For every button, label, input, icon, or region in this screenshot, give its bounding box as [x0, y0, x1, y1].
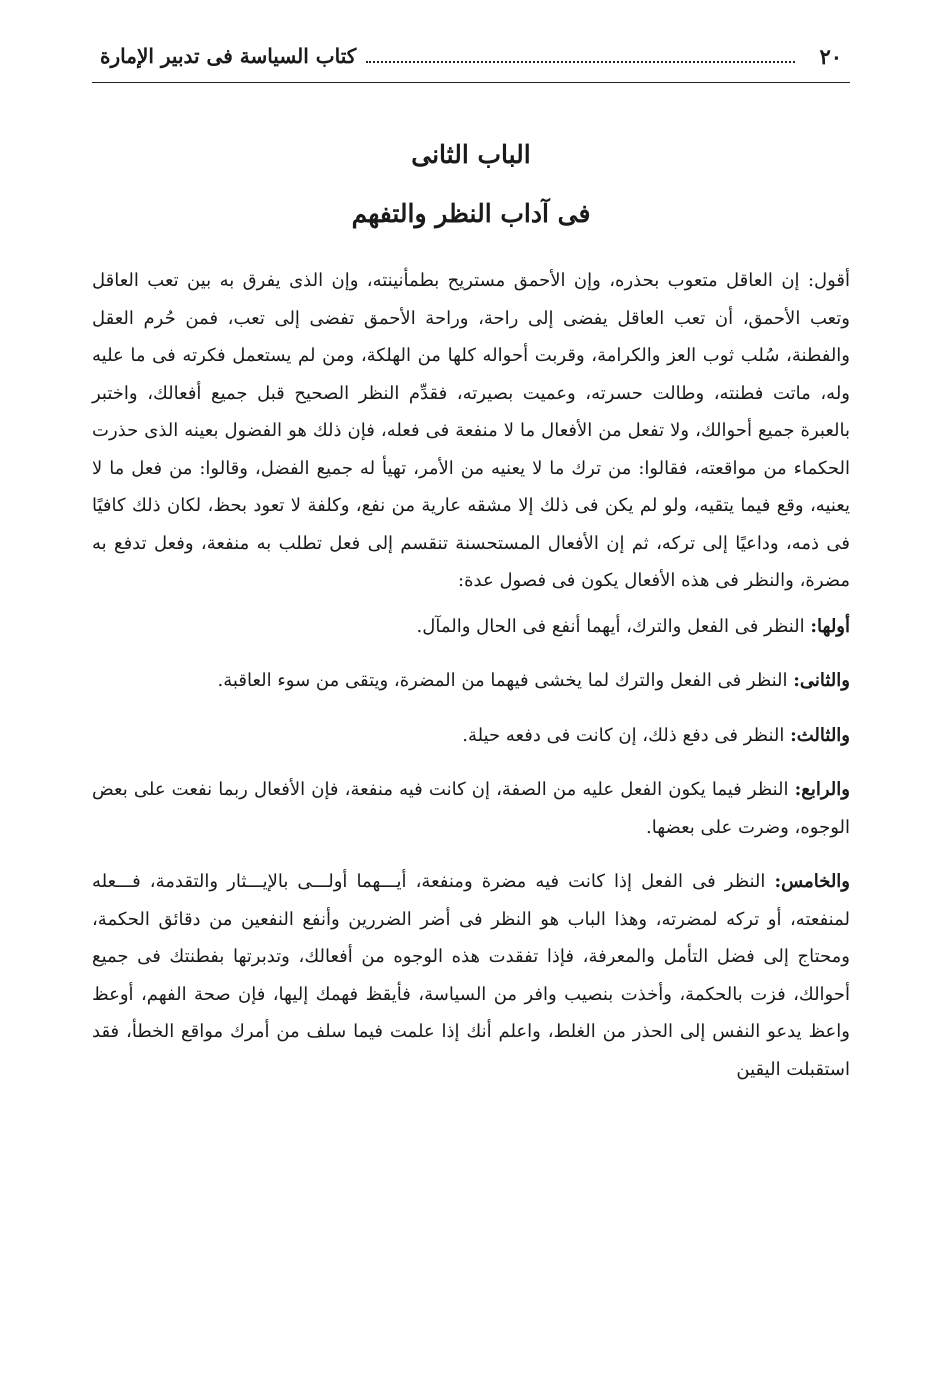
- point-lead: والثالث:: [790, 724, 850, 746]
- point-text: النظر فى الفعل والترك، أيهما أنفع فى الحال والمآل.: [416, 615, 811, 637]
- body-text: [92, 262, 850, 1088]
- header-rule: [92, 82, 850, 83]
- point-lead: والرابع:: [794, 779, 850, 800]
- book-title: كتاب السياسة فى تدبير الإمارة: [100, 44, 357, 68]
- chapter-subtitle: فى آداب النظر والتفهم: [351, 199, 591, 228]
- point-lead: والخامس:: [774, 871, 850, 892]
- point-text: النظر فى الفعل والترك لما يخشى فيهما من المضرة، ويتقى من سوء العاقبة.: [217, 670, 794, 691]
- point-first: [92, 608, 850, 646]
- page-number: ٢٠: [819, 43, 842, 69]
- point-second: [92, 662, 850, 700]
- point-lead: والثانى:: [793, 670, 850, 691]
- point-text: النظر فى دفع ذلك، إن كانت فى دفعه حيلة.: [462, 724, 791, 746]
- leader-dots: [366, 61, 795, 63]
- point-lead: أولها:: [810, 615, 850, 637]
- running-header: [100, 36, 842, 76]
- point-fourth: [92, 771, 850, 846]
- intro-paragraph: أقول: إن العاقل متعوب بحذره، وإن الأحمق مستريح بطمأنينته، وإن الذى يفرق به بين تعب العاقل وتعب الأحمق، أن تعب العاقل يفضى إلى راحة، وراحة الأحمق تفضى إلى تعب، فمن حُرم العقل والفطنة، سُلب ثوب العز والكرامة، وقربت أحواله كلها من الهلكة، ومن لم يستعمل فكرته فى ما عليه وله، ماتت فطنته، وطالت حسرته، وعميت بصيرته، فقدِّم النظر الصحيح قبل جميع أفعالك، واختبر بالعبرة جميع أحوالك، ولا تفعل من الأفعال ما لا منفعة فى فعله، فإن ذلك هو الفضول بعينه الذى حذرت الحكماء من مواقعته، فقالوا: من ترك ما لا يعنيه من الأمر، تهيأ له جميع الفضل، وقالوا: من فعل ما لا يعنيه، وقع فيما يتقيه، ولو لم يكن فى ذلك إلا مشقه عارية من نفع، وكلفة لا تعود بحظ، لكان ذلك كافيًا فى ذمه، وداعيًا إلى تركه، ثم إن الأفعال المستحسنة تنقسم إلى فعل تطلب به منفعة، وفعل تدفع به مضرة، والنظر فى هذه الأفعال يكون فى فصول عدة:: [92, 270, 850, 591]
- point-text: النظر فيما يكون الفعل عليه من الصفة، إن كانت فيه منفعة، فإن الأفعال ربما نفعت على بعض الوجوه، وضرت على بعضها.: [92, 779, 850, 838]
- point-text: النظر فى الفعل إذا كانت فيه مضرة ومنفعة، أيـــهما أولـــى بالإيـــثار والتقدمة، فـــعله لمنفعته، أو تركه لمضرته، وهذا الباب هو النظر فى أضر الضررين وأنفع النفعين من دقائق الحكمة، ومحتاج إلى فضل التأمل والمعرفة، فإذا تفقدت هذه الوجوه من أفعالك، وتدبرتها بفطنتك فى جميع أحوالك، فزت بالحكمة، وأخذت بنصيب وافر من السياسة، فأيقظ فهمك إليها، فإن صحة الفهم، أوعظ واعظ يدعو النفس إلى الحذر من الغلط، واعلم أنك إذا علمت فيما سلف من أمرك مواقع الخطأ، فقد استقبلت اليقين: [92, 871, 850, 1080]
- chapter-title: الباب الثانى: [411, 140, 531, 169]
- point-fifth: [92, 863, 850, 1088]
- point-third: [92, 717, 850, 755]
